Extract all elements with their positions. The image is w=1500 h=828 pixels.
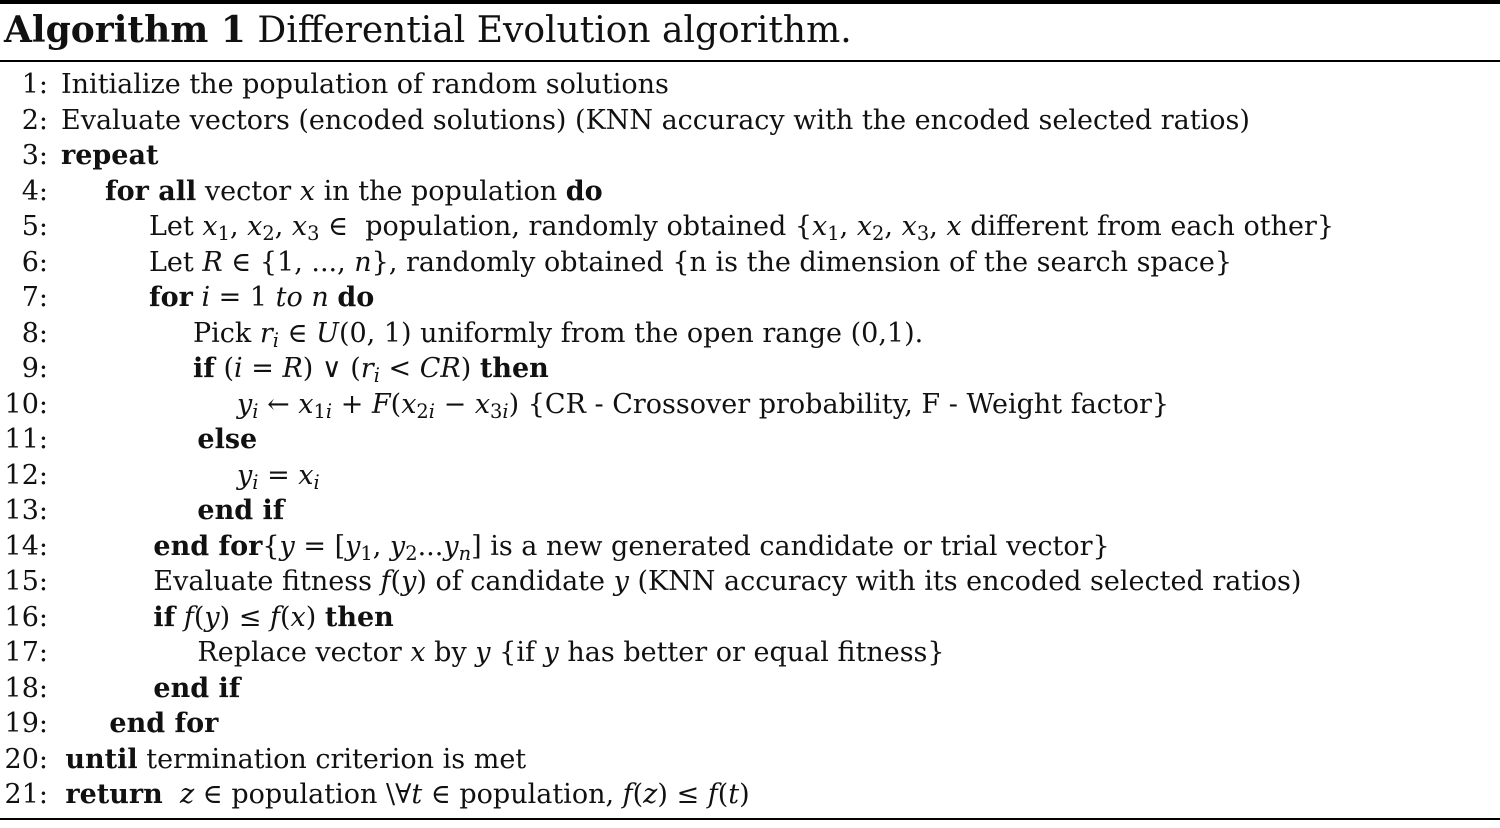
- algorithm-line: [0, 635, 1500, 671]
- line-code: repeat: [61, 140, 159, 171]
- algorithm-line: [0, 174, 1500, 210]
- line-number: 12:: [4, 459, 48, 491]
- algorithm-line: [0, 351, 1500, 387]
- line-number: 1:: [21, 69, 48, 100]
- line-code: Replace vector x by y {if y has better or equal fitness}: [197, 637, 945, 668]
- line-number: 3:: [21, 140, 48, 171]
- top-rule: [0, 0, 1500, 4]
- line-code: Let R ∈ {1, ..., n}, randomly obtained {n is the dimension of the search space}: [149, 246, 1233, 278]
- line-code: else: [197, 424, 258, 455]
- algorithm-title: Differential Evolution algorithm.: [257, 10, 852, 51]
- bottom-rule: [0, 818, 1500, 820]
- line-code: end for: [109, 708, 219, 739]
- line-number: 14:: [4, 530, 48, 562]
- line-number: 7:: [21, 282, 48, 313]
- line-code: Evaluate vectors (encoded solutions) (KNN accuracy with the encoded selected ratios): [61, 104, 1250, 136]
- algorithm-line: [0, 529, 1500, 565]
- algorithm-line: [0, 458, 1500, 494]
- line-code: return z ∈ population \∀t ∈ population, f(z) ≤ f(t): [65, 779, 750, 810]
- line-code: Let $x_1$, $x_2$, $x_3$ ∈ population, randomly obtained {$x_1$, $x_2$, $x_3$, x different from each other}: [149, 211, 1335, 245]
- line-number: 18:: [4, 672, 48, 704]
- line-code: for i = 1 to n do: [149, 282, 375, 313]
- line-number: 13:: [4, 495, 48, 526]
- line-number: 11:: [4, 424, 48, 455]
- line-number: 21:: [4, 779, 48, 810]
- line-number: 10:: [4, 388, 48, 420]
- algorithm-line: [0, 280, 1500, 316]
- line-number: 5:: [21, 211, 48, 242]
- algorithm-line: [0, 316, 1500, 352]
- algorithm-line: [0, 493, 1500, 529]
- line-code: Initialize the population of random solutions: [61, 69, 669, 100]
- line-number: 17:: [4, 637, 48, 668]
- line-code: until termination criterion is met: [65, 743, 527, 775]
- line-code: for all vector x in the population do: [105, 175, 603, 207]
- line-code: end $for\{y = [y_1$, $y_2...y_n$] is a new generated candidate or trial vector}: [153, 530, 1110, 565]
- line-number: 4:: [21, 175, 48, 207]
- line-number: 20:: [4, 743, 48, 775]
- line-code: Evaluate fitness f(y) of candidate y (KNN accuracy with its encoded selected ratios): [153, 566, 1302, 597]
- line-number: 6:: [21, 246, 48, 278]
- caption-rule: [0, 60, 1500, 62]
- line-code: if f(y) ≤ f(x) then: [153, 601, 394, 633]
- line-code: end if: [153, 672, 241, 704]
- algorithm-line: [0, 387, 1500, 423]
- algorithm-label: Algorithm 1: [4, 9, 246, 51]
- line-number: 2:: [21, 104, 48, 136]
- algorithm-line: [0, 67, 1500, 103]
- algorithm-line: [0, 103, 1500, 139]
- algorithm-line: [0, 671, 1500, 707]
- line-code: Pick $r_i$ ∈ U(0, 1) uniformly from the open range (0,1).: [193, 317, 924, 352]
- line-number: 19:: [4, 708, 48, 739]
- line-number: 16:: [4, 601, 48, 633]
- line-code: $y_i$ ← $x_{1i} + F(x_{2i} - x_{3i})$ {CR - Crossover probability, F - Weight factor}: [237, 388, 1170, 423]
- algorithm-line: [0, 742, 1500, 778]
- line-number: 8:: [21, 317, 48, 349]
- line-code: if (i = R) ∨ $(r_i < CR)$ then: [193, 353, 549, 387]
- algorithm-line: [0, 777, 1500, 813]
- algorithm-caption: [4, 6, 852, 54]
- line-code: $y_i = x_i$: [237, 459, 320, 494]
- algorithm-line: [0, 422, 1500, 458]
- algorithm-body: [0, 67, 1500, 813]
- algorithm-line: [0, 209, 1500, 245]
- line-number: 9:: [21, 353, 48, 384]
- algorithm-line: [0, 564, 1500, 600]
- line-code: end if: [197, 495, 285, 526]
- algorithm-line: [0, 706, 1500, 742]
- algorithm-line: [0, 600, 1500, 636]
- algorithm-line: [0, 138, 1500, 174]
- algorithm-line: [0, 245, 1500, 281]
- line-number: 15:: [4, 566, 48, 597]
